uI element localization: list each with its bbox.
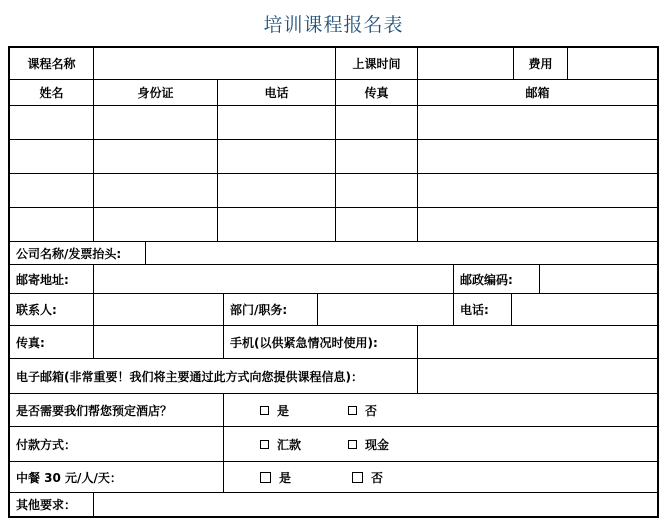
attendee-name-cell[interactable] — [10, 208, 94, 241]
other-row — [10, 493, 657, 516]
checkbox-icon[interactable] — [260, 472, 271, 483]
hotel-options — [224, 394, 657, 426]
company-label: 公司名称/发票抬头: — [10, 242, 146, 264]
hotel-no-option[interactable] — [348, 402, 377, 419]
hotel-yes-label: 是 — [277, 403, 290, 418]
checkbox-icon[interactable] — [348, 406, 357, 415]
attendee-fax-cell[interactable] — [336, 208, 418, 241]
attendee-fax-cell[interactable] — [336, 174, 418, 207]
attendee-name-cell[interactable] — [10, 174, 94, 207]
attendee-row — [10, 106, 657, 140]
other-label: 其他要求： — [10, 493, 94, 516]
lunch-row — [10, 462, 657, 493]
checkbox-icon[interactable] — [260, 406, 269, 415]
attendee-phone-cell[interactable] — [218, 106, 336, 139]
attendee-id-cell[interactable] — [94, 174, 218, 207]
payment-label: 付款方式： — [10, 427, 224, 461]
attendee-id-cell[interactable] — [94, 140, 218, 173]
course-time-field[interactable] — [418, 48, 514, 79]
contact-label: 联系人: — [10, 294, 94, 325]
email-row — [10, 359, 657, 394]
department-label: 部门/职务: — [224, 294, 318, 325]
attendee-row — [10, 174, 657, 208]
hotel-row — [10, 394, 657, 427]
payment-cash-option[interactable] — [348, 436, 389, 453]
attendee-id-cell[interactable] — [94, 208, 218, 241]
mobile-label: 手机(以供紧急情况时使用): — [224, 326, 418, 358]
col-phone-header: 电话 — [218, 80, 336, 105]
attendee-email-cell[interactable] — [418, 106, 657, 139]
fax-field[interactable] — [94, 326, 224, 358]
contact-field[interactable] — [94, 294, 224, 325]
checkbox-icon[interactable] — [260, 440, 269, 449]
lunch-no-label: 否 — [371, 470, 384, 485]
department-field[interactable] — [318, 294, 454, 325]
attendee-email-cell[interactable] — [418, 208, 657, 241]
phone-label: 电话: — [454, 294, 512, 325]
fee-label: 费用 — [514, 48, 568, 79]
col-id-header: 身份证 — [94, 80, 218, 105]
payment-row — [10, 427, 657, 462]
attendee-fax-cell[interactable] — [336, 140, 418, 173]
fee-field[interactable] — [568, 48, 657, 79]
registration-form — [8, 46, 659, 518]
postal-code-field[interactable] — [540, 265, 657, 293]
mail-address-label: 邮寄地址: — [10, 265, 94, 293]
col-fax-header: 传真 — [336, 80, 418, 105]
attendee-id-cell[interactable] — [94, 106, 218, 139]
postal-code-label: 邮政编码: — [454, 265, 540, 293]
course-time-label: 上课时间 — [336, 48, 418, 79]
payment-remit-label: 汇款 — [277, 437, 302, 452]
hotel-no-label: 否 — [365, 403, 378, 418]
course-name-label: 课程名称 — [10, 48, 94, 79]
col-name-header: 姓名 — [10, 80, 94, 105]
col-email-header: 邮箱 — [525, 86, 550, 100]
checkbox-icon[interactable] — [348, 440, 357, 449]
mail-address-field[interactable] — [94, 265, 454, 293]
payment-options — [224, 427, 657, 461]
mobile-field[interactable] — [418, 326, 657, 358]
other-field[interactable] — [94, 493, 657, 516]
hotel-label: 是否需要我们帮您预定酒店？ — [10, 394, 224, 426]
attendee-row — [10, 140, 657, 174]
contact-row — [10, 294, 657, 326]
attendee-row — [10, 208, 657, 242]
attendee-name-cell[interactable] — [10, 106, 94, 139]
email-field[interactable] — [418, 359, 657, 393]
fax-label: 传真: — [10, 326, 94, 358]
attendee-phone-cell[interactable] — [218, 140, 336, 173]
lunch-label: 中餐 30 元/人/天： — [10, 462, 224, 492]
email-label: 电子邮箱(非常重要！我们将主要通过此方式向您提供课程信息)： — [10, 359, 418, 393]
attendee-fax-cell[interactable] — [336, 106, 418, 139]
attendee-phone-cell[interactable] — [218, 174, 336, 207]
payment-cash-label: 现金 — [365, 437, 390, 452]
attendee-phone-cell[interactable] — [218, 208, 336, 241]
lunch-options — [224, 462, 657, 492]
checkbox-icon[interactable] — [352, 472, 363, 483]
fax-mobile-row — [10, 326, 657, 359]
attendee-name-cell[interactable] — [10, 140, 94, 173]
lunch-yes-option[interactable] — [260, 469, 291, 486]
course-name-field[interactable] — [94, 48, 336, 79]
attendee-header-row — [10, 80, 657, 106]
attendee-email-cell[interactable] — [418, 174, 657, 207]
course-row — [10, 48, 657, 80]
phone-field[interactable] — [512, 294, 657, 325]
hotel-yes-option[interactable] — [260, 402, 289, 419]
mail-address-row — [10, 265, 657, 294]
company-field[interactable] — [146, 242, 657, 264]
attendee-email-cell[interactable] — [418, 140, 657, 173]
form-title: 培训课程报名表 — [263, 14, 404, 36]
lunch-yes-label: 是 — [279, 470, 292, 485]
payment-remit-option[interactable] — [260, 436, 301, 453]
lunch-no-option[interactable] — [352, 469, 383, 486]
company-row — [10, 242, 657, 265]
